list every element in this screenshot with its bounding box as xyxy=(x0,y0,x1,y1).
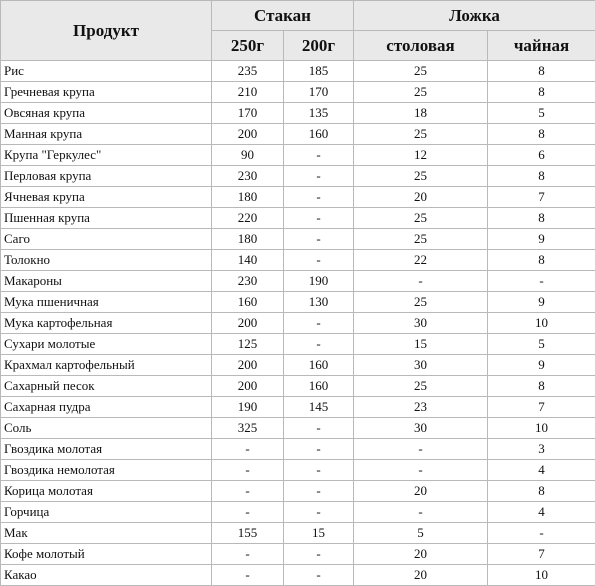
cell-glass-250: 235 xyxy=(212,61,284,82)
cell-teaspoon: 7 xyxy=(488,544,595,565)
cell-glass-200: - xyxy=(284,544,354,565)
cell-tablespoon: 25 xyxy=(354,292,488,313)
cell-glass-250: - xyxy=(212,439,284,460)
table-row xyxy=(1,334,595,355)
cell-glass-200: 190 xyxy=(284,271,354,292)
cell-glass-250: 180 xyxy=(212,229,284,250)
cell-product-name: Саго xyxy=(1,229,212,250)
cell-glass-200: - xyxy=(284,460,354,481)
cell-teaspoon: 8 xyxy=(488,124,595,145)
cell-tablespoon: 25 xyxy=(354,229,488,250)
cell-glass-250: 190 xyxy=(212,397,284,418)
cell-tablespoon: 20 xyxy=(354,187,488,208)
cell-glass-250: 170 xyxy=(212,103,284,124)
cell-teaspoon: 4 xyxy=(488,460,595,481)
cell-product-name: Корица молотая xyxy=(1,481,212,502)
header-tablespoon: столовая xyxy=(354,31,488,61)
cell-teaspoon: 9 xyxy=(488,229,595,250)
cell-glass-250: 180 xyxy=(212,187,284,208)
cell-glass-250: 200 xyxy=(212,124,284,145)
cell-product-name: Крупа "Геркулес" xyxy=(1,145,212,166)
cell-tablespoon: 25 xyxy=(354,124,488,145)
cell-tablespoon: 22 xyxy=(354,250,488,271)
table-row xyxy=(1,565,595,586)
cell-product-name: Пшенная крупа xyxy=(1,208,212,229)
cell-teaspoon: 7 xyxy=(488,187,595,208)
cell-glass-200: 145 xyxy=(284,397,354,418)
cell-glass-250: 230 xyxy=(212,166,284,187)
cell-tablespoon: 23 xyxy=(354,397,488,418)
cell-product-name: Сухари молотые xyxy=(1,334,212,355)
cell-tablespoon: - xyxy=(354,460,488,481)
cell-tablespoon: 15 xyxy=(354,334,488,355)
table-row xyxy=(1,502,595,523)
cell-glass-250: 200 xyxy=(212,313,284,334)
cell-product-name: Гвоздика немолотая xyxy=(1,460,212,481)
table-row xyxy=(1,460,595,481)
cell-product-name: Соль xyxy=(1,418,212,439)
header-teaspoon: чайная xyxy=(488,31,595,61)
cell-glass-250: - xyxy=(212,502,284,523)
cell-teaspoon: 8 xyxy=(488,250,595,271)
cell-glass-200: 170 xyxy=(284,82,354,103)
table-row xyxy=(1,61,595,82)
cell-product-name: Овсяная крупа xyxy=(1,103,212,124)
cell-glass-250: - xyxy=(212,481,284,502)
table-row xyxy=(1,271,595,292)
table-row xyxy=(1,481,595,502)
cell-glass-200: - xyxy=(284,166,354,187)
cell-tablespoon: - xyxy=(354,502,488,523)
table-row xyxy=(1,229,595,250)
cell-product-name: Манная крупа xyxy=(1,124,212,145)
cell-tablespoon: 30 xyxy=(354,313,488,334)
cell-glass-200: 185 xyxy=(284,61,354,82)
cell-glass-250: 230 xyxy=(212,271,284,292)
cell-product-name: Мука пшеничная xyxy=(1,292,212,313)
cell-product-name: Гвоздика молотая xyxy=(1,439,212,460)
table-row xyxy=(1,355,595,376)
cell-tablespoon: 25 xyxy=(354,166,488,187)
cell-teaspoon: 8 xyxy=(488,82,595,103)
cell-teaspoon: 8 xyxy=(488,481,595,502)
cell-teaspoon: 8 xyxy=(488,166,595,187)
cell-product-name: Толокно xyxy=(1,250,212,271)
table-row xyxy=(1,397,595,418)
cell-teaspoon: 4 xyxy=(488,502,595,523)
cell-glass-200: - xyxy=(284,439,354,460)
table-row xyxy=(1,124,595,145)
header-glass-200: 200г xyxy=(284,31,354,61)
header-glass-250: 250г xyxy=(212,31,284,61)
cell-teaspoon: 8 xyxy=(488,208,595,229)
cell-teaspoon: 5 xyxy=(488,103,595,124)
cell-glass-200: - xyxy=(284,250,354,271)
cell-glass-250: 325 xyxy=(212,418,284,439)
cell-tablespoon: 30 xyxy=(354,418,488,439)
cell-tablespoon: 25 xyxy=(354,61,488,82)
cell-glass-200: - xyxy=(284,418,354,439)
cell-product-name: Макароны xyxy=(1,271,212,292)
cell-glass-250: 155 xyxy=(212,523,284,544)
cell-glass-200: - xyxy=(284,208,354,229)
cell-product-name: Мак xyxy=(1,523,212,544)
cell-tablespoon: 18 xyxy=(354,103,488,124)
cell-product-name: Мука картофельная xyxy=(1,313,212,334)
table-row xyxy=(1,145,595,166)
cell-glass-200: - xyxy=(284,502,354,523)
table-body xyxy=(1,61,595,586)
cell-glass-200: 160 xyxy=(284,124,354,145)
cell-tablespoon: 20 xyxy=(354,481,488,502)
cell-teaspoon: 8 xyxy=(488,376,595,397)
cell-glass-250: 125 xyxy=(212,334,284,355)
cell-teaspoon: 10 xyxy=(488,418,595,439)
cell-tablespoon: 12 xyxy=(354,145,488,166)
cell-glass-250: 160 xyxy=(212,292,284,313)
cell-product-name: Перловая крупа xyxy=(1,166,212,187)
cell-glass-200: - xyxy=(284,229,354,250)
cell-teaspoon: - xyxy=(488,271,595,292)
cell-glass-250: 210 xyxy=(212,82,284,103)
cell-tablespoon: 20 xyxy=(354,544,488,565)
cell-glass-250: 140 xyxy=(212,250,284,271)
cell-tablespoon: - xyxy=(354,439,488,460)
table-row xyxy=(1,103,595,124)
cell-glass-200: - xyxy=(284,313,354,334)
cell-tablespoon: 20 xyxy=(354,565,488,586)
cell-glass-250: 90 xyxy=(212,145,284,166)
cell-product-name: Сахарный песок xyxy=(1,376,212,397)
cell-glass-250: - xyxy=(212,460,284,481)
cell-glass-250: 200 xyxy=(212,355,284,376)
cell-teaspoon: 3 xyxy=(488,439,595,460)
cell-teaspoon: 10 xyxy=(488,313,595,334)
cell-teaspoon: 7 xyxy=(488,397,595,418)
table-row xyxy=(1,418,595,439)
cell-teaspoon: 8 xyxy=(488,61,595,82)
table-row xyxy=(1,250,595,271)
header-spoon: Ложка xyxy=(354,1,595,31)
cell-glass-200: 130 xyxy=(284,292,354,313)
cell-glass-200: 15 xyxy=(284,523,354,544)
cell-glass-200: - xyxy=(284,145,354,166)
cell-teaspoon: 10 xyxy=(488,565,595,586)
table-row xyxy=(1,82,595,103)
header-product: Продукт xyxy=(1,1,212,61)
cell-product-name: Кофе молотый xyxy=(1,544,212,565)
table-row xyxy=(1,523,595,544)
cell-glass-250: 220 xyxy=(212,208,284,229)
table-row xyxy=(1,292,595,313)
cell-teaspoon: 9 xyxy=(488,355,595,376)
cell-tablespoon: 25 xyxy=(354,376,488,397)
cell-glass-200: 160 xyxy=(284,355,354,376)
cell-product-name: Горчица xyxy=(1,502,212,523)
cell-product-name: Рис xyxy=(1,61,212,82)
table-row xyxy=(1,376,595,397)
cell-glass-250: 200 xyxy=(212,376,284,397)
cell-glass-200: - xyxy=(284,481,354,502)
cell-glass-200: 160 xyxy=(284,376,354,397)
table-row xyxy=(1,166,595,187)
cell-teaspoon: 9 xyxy=(488,292,595,313)
header-glass: Стакан xyxy=(212,1,354,31)
cell-tablespoon: - xyxy=(354,271,488,292)
cell-product-name: Сахарная пудра xyxy=(1,397,212,418)
table-header xyxy=(1,1,595,61)
cell-glass-200: - xyxy=(284,334,354,355)
table-row xyxy=(1,208,595,229)
cell-glass-200: - xyxy=(284,187,354,208)
cell-teaspoon: 6 xyxy=(488,145,595,166)
cell-glass-200: 135 xyxy=(284,103,354,124)
cell-tablespoon: 25 xyxy=(354,208,488,229)
cell-glass-200: - xyxy=(284,565,354,586)
cell-product-name: Крахмал картофельный xyxy=(1,355,212,376)
table-row xyxy=(1,439,595,460)
cell-glass-250: - xyxy=(212,565,284,586)
table-row xyxy=(1,544,595,565)
cell-tablespoon: 25 xyxy=(354,82,488,103)
cell-teaspoon: - xyxy=(488,523,595,544)
table-row xyxy=(1,313,595,334)
cell-teaspoon: 5 xyxy=(488,334,595,355)
table-row xyxy=(1,187,595,208)
cell-glass-250: - xyxy=(212,544,284,565)
cell-product-name: Гречневая крупа xyxy=(1,82,212,103)
cell-product-name: Ячневая крупа xyxy=(1,187,212,208)
cell-tablespoon: 5 xyxy=(354,523,488,544)
cell-tablespoon: 30 xyxy=(354,355,488,376)
cell-product-name: Какао xyxy=(1,565,212,586)
